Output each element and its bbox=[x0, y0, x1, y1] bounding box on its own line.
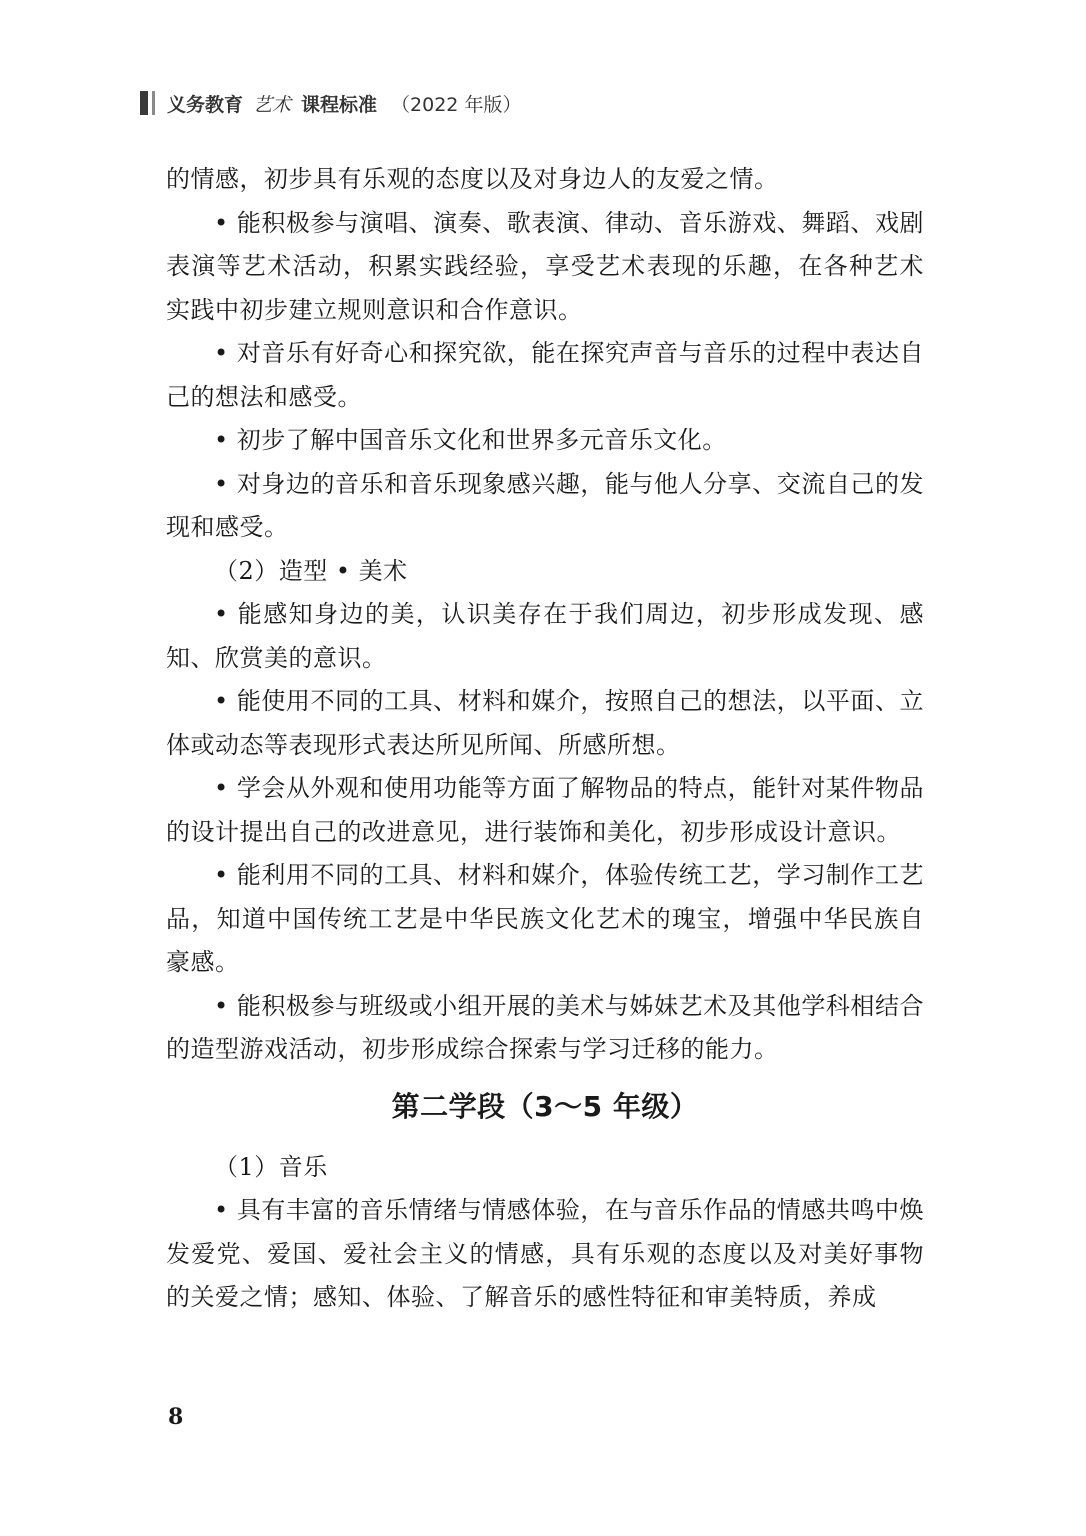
header-title-italic: 艺术 bbox=[253, 93, 292, 116]
subsection-heading: （2）造型 • 美术 bbox=[214, 556, 408, 585]
bullet-item: • 具有丰富的音乐情绪与情感体验，在与音乐作品的情感共鸣中焕发爱党、爱国、爱社会主义的情感，具有乐观的态度以及对美好事物的关爱之情；感知、体验、了解音乐的感性特征和审美特质，养成 bbox=[166, 1196, 924, 1311]
page-number: 8 bbox=[168, 1404, 184, 1430]
bullet-item: • 对音乐有好奇心和探究欲，能在探究声音与音乐的过程中表达自己的想法和感受。 bbox=[166, 339, 924, 411]
page-body bbox=[166, 158, 924, 1320]
bullet-item: • 能积极参与演唱、演奏、歌表演、律动、音乐游戏、舞蹈、戏剧表演等艺术活动，积累实践经验，享受艺术表现的乐趣，在各种艺术实践中初步建立规则意识和合作意识。 bbox=[166, 208, 924, 324]
header-title-prefix: 义务教育 bbox=[167, 93, 244, 116]
header-edition: （2022 年版） bbox=[391, 93, 522, 116]
bullet-item: • 学会从外观和使用功能等方面了解物品的特点，能针对某件物品的设计提出自己的改进意见，进行装饰和美化，初步形成设计意识。 bbox=[166, 774, 924, 846]
running-header bbox=[140, 88, 521, 118]
header-title-suffix: 课程标准 bbox=[301, 93, 378, 116]
bullet-item: • 能感知身边的美，认识美存在于我们周边，初步形成发现、感知、欣赏美的意识。 bbox=[166, 600, 924, 672]
bullet-item: • 能使用不同的工具、材料和媒介，按照自己的想法，以平面、立体或动态等表现形式表达所见所闻、所感所想。 bbox=[166, 687, 924, 759]
section-title: 第二学段（3～5 年级） bbox=[391, 1089, 699, 1123]
paragraph: 的情感，初步具有乐观的态度以及对身边人的友爱之情。 bbox=[166, 165, 779, 193]
bullet-item: • 对身边的音乐和音乐现象感兴趣，能与他人分享、交流自己的发现和感受。 bbox=[166, 469, 924, 541]
header-bars-icon bbox=[140, 91, 155, 115]
bullet-item: • 初步了解中国音乐文化和世界多元音乐文化。 bbox=[214, 426, 727, 454]
bullet-item: • 能积极参与班级或小组开展的美术与姊妹艺术及其他学科相结合的造型游戏活动，初步形成综合探索与学习迁移的能力。 bbox=[166, 991, 924, 1063]
subsection-heading: （1）音乐 bbox=[214, 1152, 328, 1181]
bullet-item: • 能利用不同的工具、材料和媒介，体验传统工艺，学习制作工艺品，知道中国传统工艺是中华民族文化艺术的瑰宝，增强中华民族自豪感。 bbox=[166, 861, 924, 976]
